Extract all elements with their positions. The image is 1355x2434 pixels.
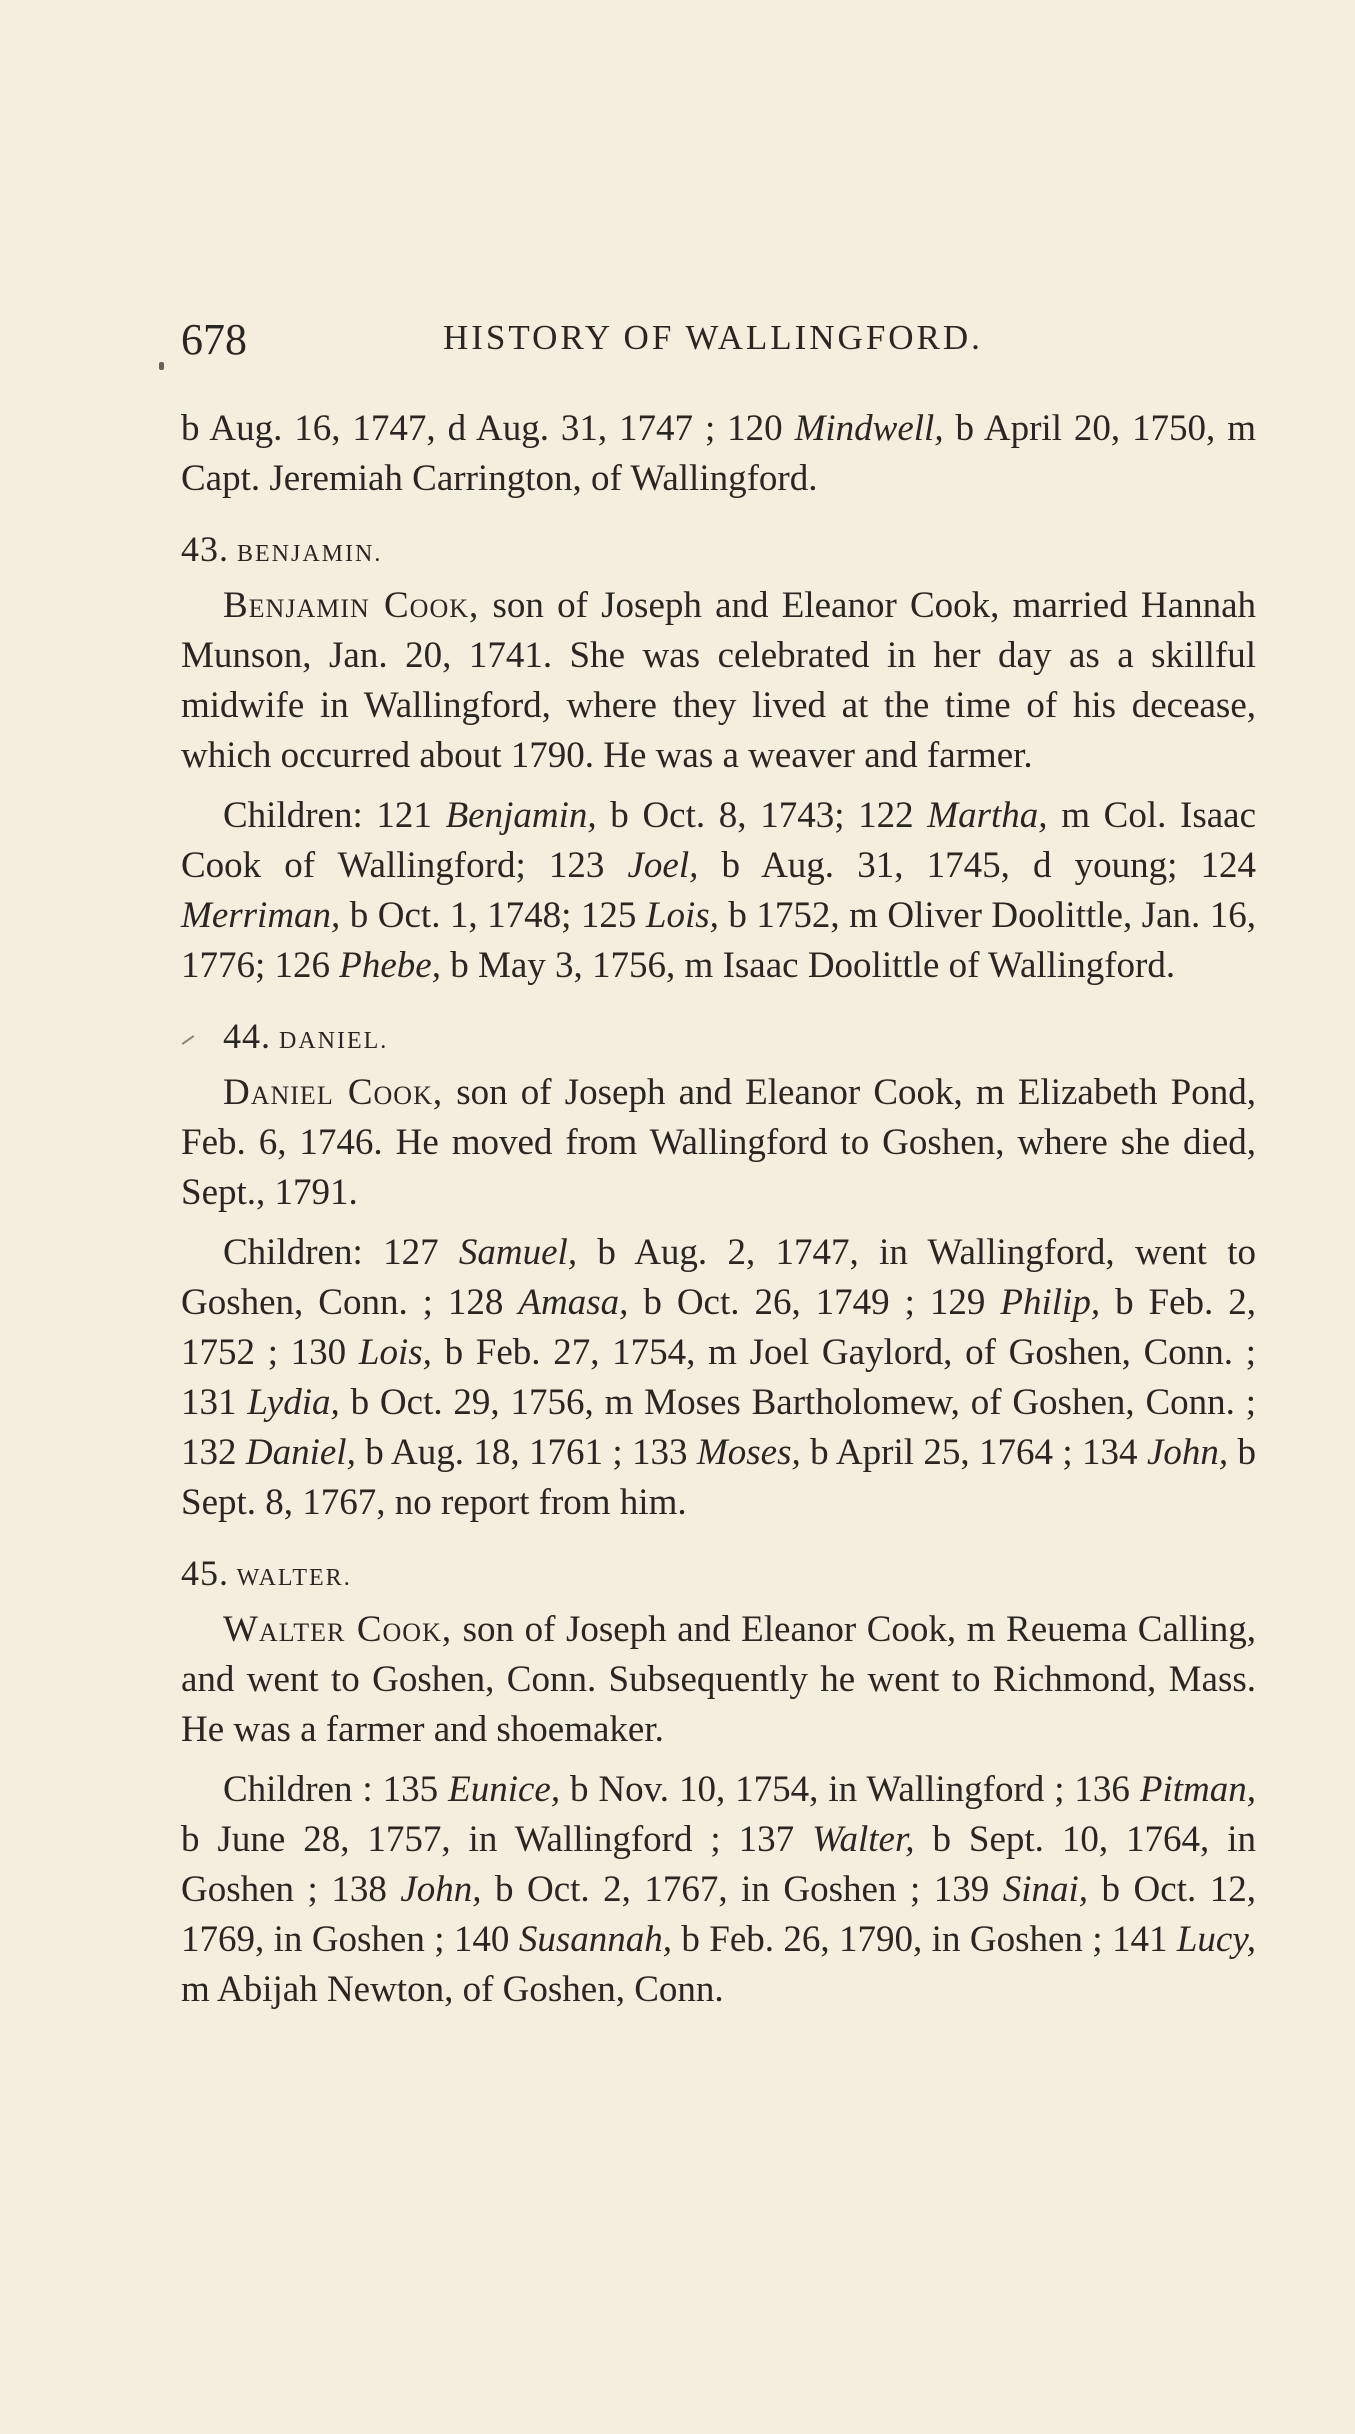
child-name: Lucy, (1176, 1919, 1256, 1960)
child-name: Walter, (812, 1819, 915, 1860)
child-name: Amasa, (518, 1282, 629, 1323)
child-name: Pitman, (1139, 1769, 1257, 1810)
child-name: Sinai, (1002, 1869, 1089, 1910)
child-name: Merriman, (181, 895, 341, 936)
text-block (181, 404, 1256, 2015)
child-name: John, (400, 1869, 482, 1910)
lead-name: Benjamin Cook, (223, 585, 480, 626)
children-list-benjamin: Children: 121 Benjamin, b Oct. 8, 1743; 122 Martha, m Col. Isaac Cook of Wallingford; 123 Joel, b Aug. 31, 1745, d young; 124 Merriman, b Oct. 1, 1748; 125 Lois, b 1752, m Oliver Doolittle, Jan. 16, 1776; 126 Phebe, b May 3, 1756, m Isaac Doolittle of Wallingford. (181, 795, 1257, 986)
print-mark (182, 1036, 195, 1046)
child-name: Susannah, (518, 1919, 672, 1960)
intro-paragraph: b Aug. 16, 1747, d Aug. 31, 1747 ; 120 Mindwell, b April 20, 1750, m Capt. Jeremiah Carrington, of Wallingford. (181, 408, 1257, 499)
child-name: Lydia, (247, 1382, 340, 1423)
child-name: Benjamin, (445, 795, 597, 836)
child-name: Mindwell, (794, 408, 944, 449)
child-name: Eunice, (448, 1769, 561, 1810)
child-name: Philip, (1000, 1282, 1101, 1323)
lead-name: Daniel Cook, (223, 1072, 444, 1113)
child-name: Lois, (645, 895, 719, 936)
page-number: 678 (181, 315, 247, 364)
child-name: Lois, (358, 1332, 432, 1373)
lead-name: Walter Cook, (223, 1609, 453, 1650)
print-speck (159, 362, 164, 370)
child-name: Daniel, (245, 1432, 356, 1473)
child-name: Moses, (696, 1432, 801, 1473)
child-name: Phebe, (339, 945, 441, 986)
section-body-daniel: Daniel Cook, son of Joseph and Eleanor Cook, m Elizabeth Pond, Feb. 6, 1746. He moved from Wallingford to Goshen, where she died, Sept., 1791. (181, 1072, 1256, 1213)
children-list-walter: Children : 135 Eunice, b Nov. 10, 1754, in Wallingford ; 136 Pitman, b June 28, 1757, in Wallingford ; 137 Walter, b Sept. 10, 1764, in Goshen ; 138 John, b Oct. 2, 1767, in Goshen ; 139 Sinai, b Oct. 12, 1769, in Goshen ; 140 Susannah, b Feb. 26, 1790, in Goshen ; 141 Lucy, m Abijah Newton, of Goshen, Conn. (181, 1769, 1257, 2010)
running-head (181, 314, 1256, 364)
section-body-walter: Walter Cook, son of Joseph and Eleanor Cook, m Reuema Calling, and went to Goshen, Conn. Subsequently he went to Richmond, Mass. He was a farmer and shoemaker. (181, 1609, 1256, 1750)
children-list-daniel: Children: 127 Samuel, b Aug. 2, 1747, in Wallingford, went to Goshen, Conn. ; 128 Amasa, b Oct. 26, 1749 ; 129 Philip, b Feb. 2, 1752 ; 130 Lois, b Feb. 27, 1754, m Joel Gaylord, of Goshen, Conn. ; 131 Lydia, b Oct. 29, 1756, m Moses Bartholomew, of Goshen, Conn. ; 132 Daniel, b Aug. 18, 1761 ; 133 Moses, b April 25, 1764 ; 134 John, b Sept. 8, 1767, no report from him. (181, 1232, 1257, 1523)
child-name: Martha, (927, 795, 1048, 836)
section-heading-walter: 45. WALTER. (181, 1553, 352, 1593)
section-body-benjamin: Benjamin Cook, son of Joseph and Eleanor Cook, married Hannah Munson, Jan. 20, 1741. She was celebrated in her day as a skillful midwife in Wallingford, where they lived at the time of his decease, which occurred about 1790. He was a weaver and farmer. (181, 585, 1256, 776)
child-name: Joel, (627, 845, 699, 886)
section-heading-daniel: 44. DANIEL. (181, 1013, 1256, 1064)
child-name: John, (1146, 1432, 1229, 1473)
child-name: Samuel, (458, 1232, 578, 1273)
running-head-title: HISTORY OF WALLINGFORD. (443, 318, 983, 357)
section-heading-benjamin: 43. BENJAMIN. (181, 529, 383, 569)
